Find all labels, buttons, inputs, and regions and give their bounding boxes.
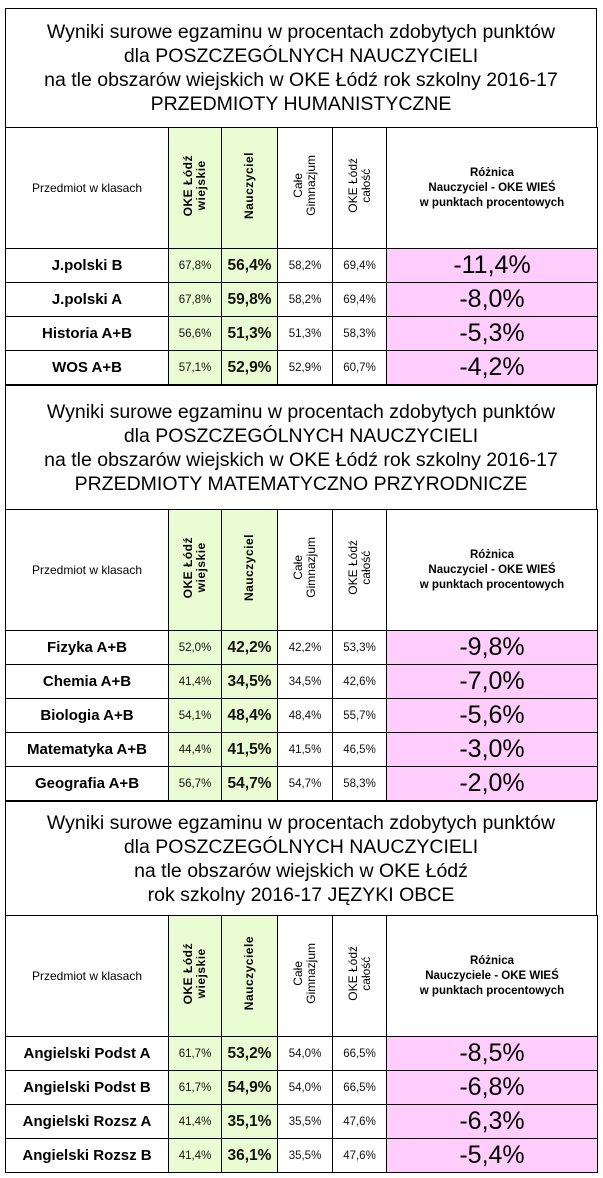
cell-difference: -6,3% — [387, 1105, 598, 1139]
header-difference-line2: Nauczyciel - OKE WIEŚ — [428, 181, 556, 194]
cell-teacher: 53,2% — [222, 1037, 278, 1071]
title-line: dla POSZCZEGÓLNYCH NAUCZYCIELI — [123, 835, 479, 858]
cell-oke-total: 53,3% — [333, 631, 387, 665]
header-difference-line1: Różnica — [469, 954, 515, 967]
cell-subject: J.polski B — [6, 249, 169, 283]
cell-oke-rural: 41,4% — [169, 665, 222, 699]
header-oke-total-line1: OKE Łódź — [345, 158, 360, 213]
header-difference — [387, 510, 598, 631]
section-title — [5, 8, 597, 127]
table-row — [6, 249, 598, 283]
cell-teacher: 59,8% — [222, 283, 278, 317]
header-school-line1: Całe — [291, 555, 305, 580]
cell-teacher: 54,9% — [222, 1071, 278, 1105]
cell-oke-rural: 56,7% — [169, 767, 222, 801]
title-line: PRZEDMIOTY HUMANISTYCZNE — [150, 93, 452, 115]
cell-school: 51,3% — [278, 317, 333, 351]
cell-oke-rural: 61,7% — [169, 1071, 222, 1105]
cell-teacher: 42,2% — [222, 631, 278, 665]
cell-subject: J.polski A — [6, 283, 169, 317]
cell-difference: -8,5% — [387, 1037, 598, 1071]
title-line: PRZEDMIOTY MATEMATYCZNO PRZYRODNICZE — [74, 472, 528, 495]
header-school — [278, 128, 333, 249]
cell-oke-total: 58,3% — [333, 317, 387, 351]
cell-difference: -9,8% — [387, 631, 598, 665]
cell-school: 54,0% — [278, 1037, 333, 1071]
header-school-line2: Gimnazjum — [304, 537, 318, 598]
table-row — [6, 767, 598, 801]
header-oke-rural-line2: wiejskie — [194, 948, 208, 999]
cell-oke-total: 46,5% — [333, 733, 387, 767]
header-teacher — [222, 128, 278, 249]
table-row — [6, 351, 598, 385]
title-line: dla POSZCZEGÓLNYCH NAUCZYCIELI — [123, 45, 479, 67]
cell-oke-total: 55,7% — [333, 699, 387, 733]
section-2 — [5, 385, 597, 801]
header-difference-line3: w punktach procentowych — [419, 984, 565, 997]
cell-oke-rural: 57,1% — [169, 351, 222, 385]
section-1 — [5, 8, 597, 385]
section-title — [5, 385, 597, 509]
table-row — [6, 733, 598, 767]
table-row — [6, 699, 598, 733]
header-subject: Przedmiot w klasach — [6, 128, 169, 249]
table-row — [6, 1037, 598, 1071]
cell-oke-rural: 41,4% — [169, 1139, 222, 1173]
cell-difference: -2,0% — [387, 767, 598, 801]
header-difference-line3: w punktach procentowych — [419, 578, 565, 591]
cell-oke-total: 47,6% — [333, 1139, 387, 1173]
header-school-line1: Całe — [291, 173, 305, 198]
header-teacher — [222, 916, 278, 1037]
header-oke-total-line1: OKE Łódź — [345, 540, 360, 595]
cell-difference: -8,0% — [387, 283, 598, 317]
title-line: Wyniki surowe egzaminu w procentach zdobytych punktów — [46, 400, 556, 423]
cell-school: 42,2% — [278, 631, 333, 665]
cell-oke-total: 58,3% — [333, 767, 387, 801]
cell-difference: -5,3% — [387, 317, 598, 351]
cell-oke-rural: 44,4% — [169, 733, 222, 767]
header-row — [6, 510, 598, 631]
cell-oke-total: 66,5% — [333, 1037, 387, 1071]
header-oke-total — [333, 128, 387, 249]
cell-subject: Angielski Rozsz B — [6, 1139, 169, 1173]
header-oke-rural-line1: OKE Łódź — [181, 942, 195, 1005]
header-oke-rural — [169, 128, 222, 249]
table-row — [6, 1071, 598, 1105]
header-difference-line1: Różnica — [469, 548, 515, 561]
header-difference-line2: Nauczyciel - OKE WIEŚ — [428, 563, 556, 576]
header-subject: Przedmiot w klasach — [6, 916, 169, 1037]
table-row — [6, 1105, 598, 1139]
header-row — [6, 128, 598, 249]
cell-school: 35,5% — [278, 1139, 333, 1173]
cell-subject: Fizyka A+B — [6, 631, 169, 665]
cell-subject: Geografia A+B — [6, 767, 169, 801]
cell-oke-total: 60,7% — [333, 351, 387, 385]
header-school-line2: Gimnazjum — [304, 943, 318, 1004]
cell-oke-rural: 61,7% — [169, 1037, 222, 1071]
table-row — [6, 665, 598, 699]
header-oke-rural-line2: wiejskie — [194, 160, 208, 211]
cell-school: 48,4% — [278, 699, 333, 733]
header-school-line2: Gimnazjum — [304, 155, 318, 216]
header-oke-total-line2: całość — [358, 550, 373, 585]
cell-oke-total: 69,4% — [333, 283, 387, 317]
cell-difference: -3,0% — [387, 733, 598, 767]
header-oke-rural-line1: OKE Łódź — [181, 536, 195, 599]
results-sheet — [5, 8, 597, 1173]
results-table — [5, 127, 598, 385]
cell-school: 35,5% — [278, 1105, 333, 1139]
cell-oke-total: 66,5% — [333, 1071, 387, 1105]
cell-school: 54,0% — [278, 1071, 333, 1105]
cell-subject: Chemia A+B — [6, 665, 169, 699]
cell-oke-rural: 67,8% — [169, 249, 222, 283]
header-difference-line3: w punktach procentowych — [419, 196, 565, 209]
table-row — [6, 1139, 598, 1173]
results-table — [5, 915, 598, 1173]
cell-oke-total: 42,6% — [333, 665, 387, 699]
cell-difference: -11,4% — [387, 249, 598, 283]
cell-school: 34,5% — [278, 665, 333, 699]
header-school — [278, 510, 333, 631]
cell-oke-rural: 52,0% — [169, 631, 222, 665]
cell-school: 58,2% — [278, 249, 333, 283]
table-row — [6, 283, 598, 317]
header-difference-line2: Nauczyciele - OKE WIEŚ — [425, 969, 559, 982]
title-line: na tle obszarów wiejskich w OKE Łódź — [134, 859, 468, 882]
cell-difference: -6,8% — [387, 1071, 598, 1105]
cell-subject: Matematyka A+B — [6, 733, 169, 767]
results-table — [5, 509, 598, 801]
table-row — [6, 317, 598, 351]
cell-oke-total: 69,4% — [333, 249, 387, 283]
cell-difference: -7,0% — [387, 665, 598, 699]
cell-teacher: 36,1% — [222, 1139, 278, 1173]
cell-subject: Angielski Rozsz A — [6, 1105, 169, 1139]
header-oke-rural — [169, 916, 222, 1037]
cell-teacher: 48,4% — [222, 699, 278, 733]
header-teacher-label: Nauczyciele — [242, 936, 256, 1011]
section-title — [5, 801, 597, 915]
header-oke-total-line2: całość — [358, 956, 373, 991]
cell-teacher: 54,7% — [222, 767, 278, 801]
cell-school: 54,7% — [278, 767, 333, 801]
header-difference — [387, 128, 598, 249]
header-oke-total-line2: całość — [358, 168, 373, 203]
cell-oke-rural: 56,6% — [169, 317, 222, 351]
table-row — [6, 631, 598, 665]
cell-difference: -4,2% — [387, 351, 598, 385]
cell-difference: -5,4% — [387, 1139, 598, 1173]
header-subject: Przedmiot w klasach — [6, 510, 169, 631]
header-row — [6, 916, 598, 1037]
cell-oke-total: 47,6% — [333, 1105, 387, 1139]
cell-school: 41,5% — [278, 733, 333, 767]
title-line: na tle obszarów wiejskich w OKE Łódź rok szkolny 2016-17 — [44, 448, 558, 471]
header-oke-rural — [169, 510, 222, 631]
cell-teacher: 35,1% — [222, 1105, 278, 1139]
cell-difference: -5,6% — [387, 699, 598, 733]
cell-subject: Angielski Podst A — [6, 1037, 169, 1071]
header-oke-total — [333, 510, 387, 631]
header-difference-line1: Różnica — [469, 166, 515, 179]
header-teacher-label: Nauczyciel — [242, 151, 256, 220]
header-teacher-label: Nauczyciel — [242, 533, 256, 602]
title-line: Wyniki surowe egzaminu w procentach zdobytych punktów — [46, 21, 556, 43]
title-line: Wyniki surowe egzaminu w procentach zdobytych punktów — [46, 811, 556, 834]
cell-oke-rural: 67,8% — [169, 283, 222, 317]
cell-oke-rural: 41,4% — [169, 1105, 222, 1139]
section-3 — [5, 801, 597, 1173]
cell-subject: Biologia A+B — [6, 699, 169, 733]
header-school-line1: Całe — [291, 961, 305, 986]
title-line: na tle obszarów wiejskich w OKE Łódź rok szkolny 2016-17 — [44, 69, 558, 91]
cell-teacher: 34,5% — [222, 665, 278, 699]
title-line: dla POSZCZEGÓLNYCH NAUCZYCIELI — [123, 424, 479, 447]
header-school — [278, 916, 333, 1037]
cell-subject: WOS A+B — [6, 351, 169, 385]
cell-school: 58,2% — [278, 283, 333, 317]
cell-teacher: 41,5% — [222, 733, 278, 767]
title-line: rok szkolny 2016-17 JĘZYKI OBCE — [147, 883, 455, 906]
cell-oke-rural: 54,1% — [169, 699, 222, 733]
cell-subject: Historia A+B — [6, 317, 169, 351]
header-difference — [387, 916, 598, 1037]
header-oke-total-line1: OKE Łódź — [345, 946, 360, 1001]
header-oke-total — [333, 916, 387, 1037]
header-teacher — [222, 510, 278, 631]
cell-teacher: 51,3% — [222, 317, 278, 351]
cell-subject: Angielski Podst B — [6, 1071, 169, 1105]
cell-school: 52,9% — [278, 351, 333, 385]
cell-teacher: 56,4% — [222, 249, 278, 283]
header-oke-rural-line2: wiejskie — [194, 542, 208, 593]
header-oke-rural-line1: OKE Łódź — [181, 154, 195, 217]
cell-teacher: 52,9% — [222, 351, 278, 385]
